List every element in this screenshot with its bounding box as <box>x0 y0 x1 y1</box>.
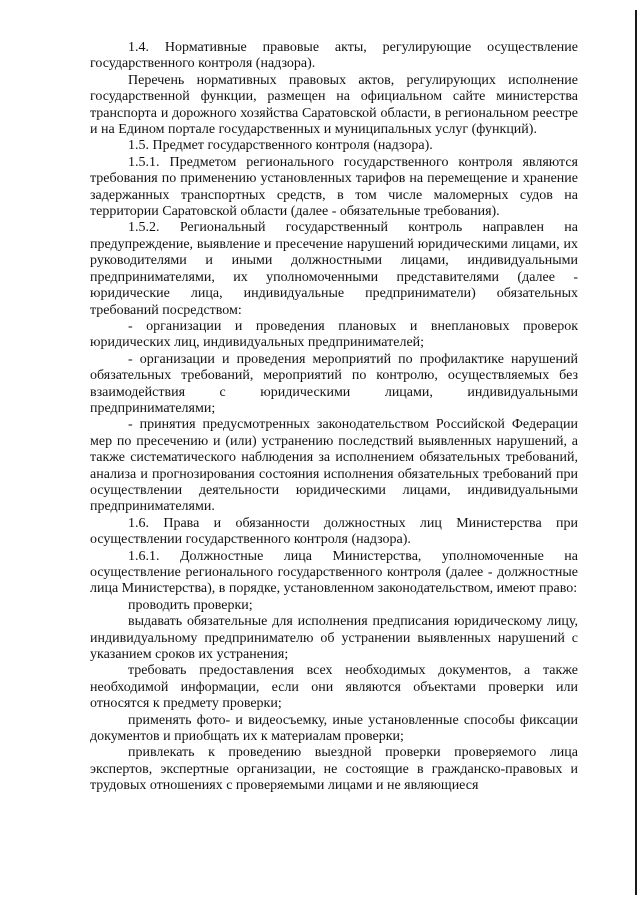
right-request-documents: требовать предоставления всех необходимых документов, а также необходимой информации, если они являются объектами проверки или относятся к предмету проверки; <box>90 663 578 712</box>
scan-edge-line <box>635 10 637 895</box>
paragraph-1-5-2: 1.5.2. Региональный государственный контроль направлен на предупреждение, выявление и пресечение нарушений юридическими лицами, их руководителями и иными должностными лицами, индивидуальными предпринимателями, их уполномоченными представителями (далее - юридические лица, индивидуальные предприниматели) обязательных требований посредством: <box>90 220 578 318</box>
right-involve-experts: привлекать к проведению выездной проверки проверяемого лица экспертов, экспертные организации, не состоящие в гражданско-правовых и трудовых отношениях с проверяемыми лицами и не являющиеся <box>90 745 578 794</box>
list-item-measures: - принятия предусмотренных законодательством Российской Федерации мер по пресечению и (или) устранению последствий выявленных нарушений, а также систематического наблюдения за исполнением обязательных требований, анализа и прогнозирования состояния исполнения обязательных требований при осуществлении деятельности юридическими лицами, индивидуальными предпринимателями. <box>90 417 578 515</box>
list-item-prevention: - организации и проведения мероприятий по профилактике нарушений обязательных требований, мероприятий по контролю, осуществляемых без взаимодействия с юридическими лицами, индивидуальными предпринимателями; <box>90 351 578 416</box>
document-body <box>90 40 578 795</box>
paragraph-list-of-acts: Перечень нормативных правовых актов, регулирующих исполнение государственной функции, размещен на официальном сайте министерства транспорта и дорожного хозяйства Саратовской области, в региональном реестре и на Едином портале государственных и муниципальных услуг (функций). <box>90 72 578 138</box>
right-issue-orders: выдавать обязательные для исполнения предписания юридическому лицу, индивидуальному предпринимателю об устранении выявленных нарушений с указанием сроков их устранения; <box>90 614 578 663</box>
paragraph-1-6-1: 1.6.1. Должностные лица Министерства, уполномоченные на осуществление регионального государственного контроля (далее - должностные лица Министерства), в порядке, установленном законодательством, имеют право: <box>90 548 578 597</box>
right-conduct-inspections: проводить проверки; <box>128 597 253 613</box>
paragraph-1-5-1: 1.5.1. Предметом регионального государственного контроля являются требования по применению установленных тарифов на перемещение и хранение задержанных транспортных средств, в том числе маломерных судов на территории Саратовской области (далее - обязательные требования). <box>90 154 578 220</box>
paragraph-1-4-title: 1.4. Нормативные правовые акты, регулирующие осуществление государственного контроля (надзора). <box>90 40 578 72</box>
list-item-inspections: - организации и проведения плановых и внеплановых проверок юридических лиц, индивидуальных предпринимателей; <box>90 318 578 351</box>
paragraph-1-6-title: 1.6. Права и обязанности должностных лиц Министерства при осуществлении государственного контроля (надзора). <box>90 515 578 548</box>
right-photo-video: применять фото- и видеосъемку, иные установленные способы фиксации документов и приобщать их к материалам проверки; <box>90 712 578 745</box>
paragraph-1-5-title: 1.5. Предмет государственного контроля (надзора). <box>128 138 433 154</box>
